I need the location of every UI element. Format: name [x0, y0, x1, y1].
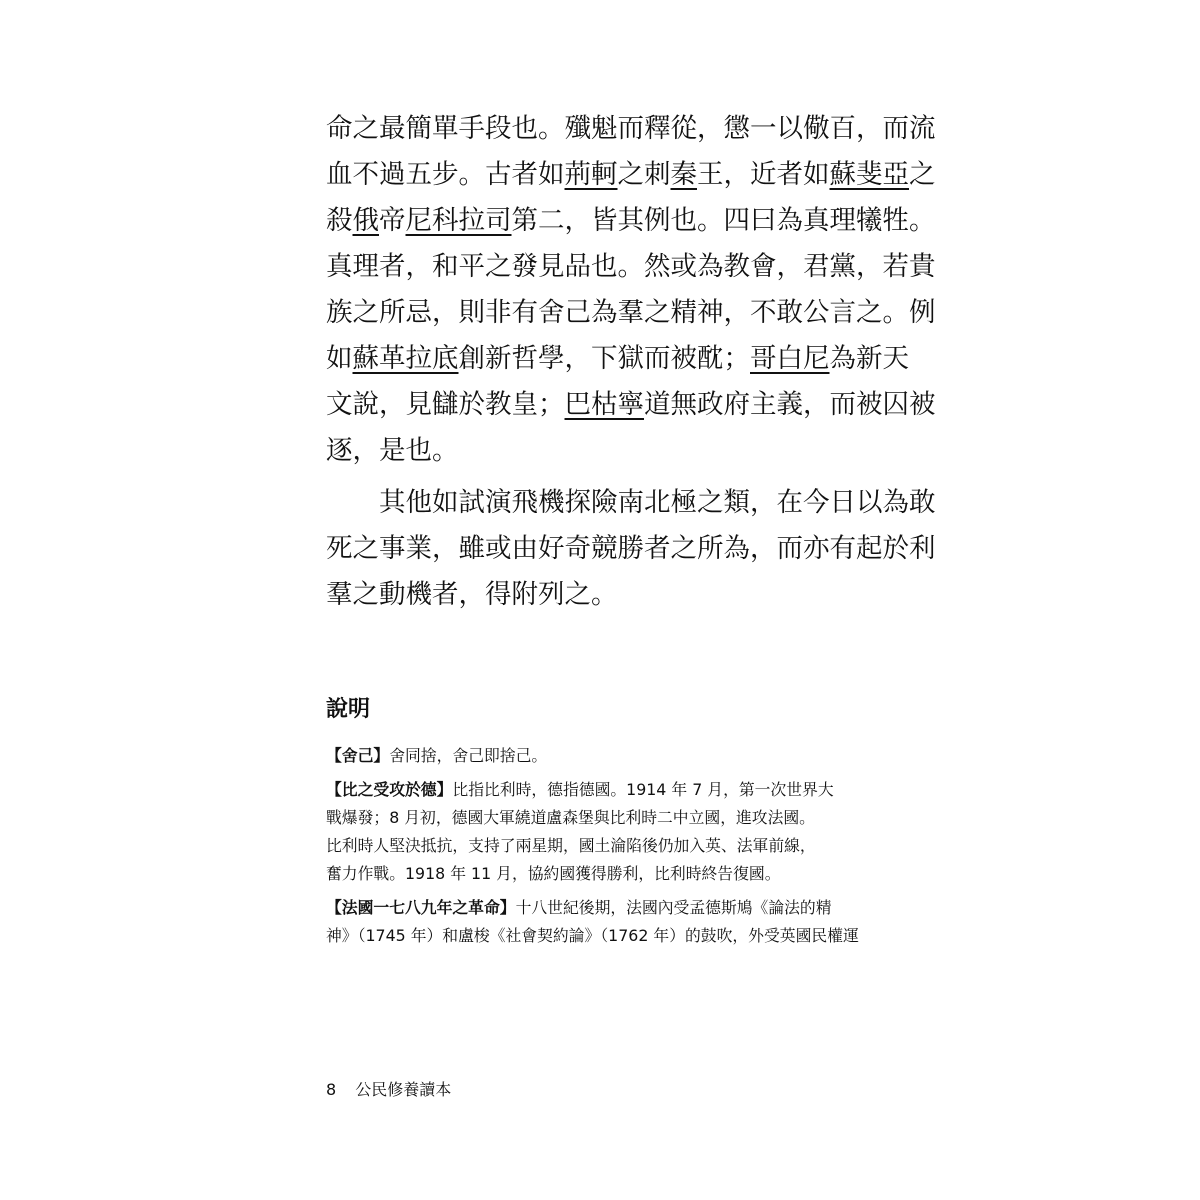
proper-name: 尼科拉司 [405, 205, 512, 236]
text-line: 殺俄帝尼科拉司第二，皆其例也。四曰為真理犧牲。 [326, 205, 936, 236]
note-line: 奮力作戰。1918 年 11 月，協約國獲得勝利，比利時終告復國。 [326, 864, 781, 883]
note-line: 比利時人堅決抵抗，支持了兩星期，國土淪陷後仍加入英、法軍前線， [326, 836, 816, 855]
page-footer [326, 1076, 451, 1104]
page-number: 8 [326, 1080, 337, 1099]
note-line: 神》（1745 年）和盧梭《社會契約論》（1762 年）的鼓吹，外受英國民權運 [326, 926, 859, 945]
notes-section [326, 692, 874, 950]
text-line: 其他如試演飛機探險南北極之類，在今日以為敢 [326, 487, 936, 518]
proper-name: 秦 [670, 159, 697, 190]
note-term: 【比之受攻於德】 [326, 780, 453, 799]
note-line: 【法國一七八九年之革命】十八世紀後期，法國內受孟德斯鳩《論法的精 [326, 898, 832, 917]
text-line: 族之所忌，則非有舍己為羣之精神，不敢公言之。例 [326, 297, 936, 328]
text-line: 羣之動機者，得附列之。 [326, 579, 618, 610]
proper-name: 俄 [352, 205, 379, 236]
text-line: 命之最簡單手段也。殲魁而釋從，懲一以儆百，而流 [326, 113, 936, 144]
text-line: 真理者，和平之發見品也。然或為教會，君黨，若貴 [326, 251, 936, 282]
proper-name: 蘇革拉底 [352, 343, 459, 374]
notes-body [326, 742, 874, 950]
text-line: 文說，見讎於教皇；巴枯寧道無政府主義，而被囚被 [326, 389, 936, 420]
text-line: 如蘇革拉底創新哲學，下獄而被酖；哥白尼為新天 [326, 343, 909, 374]
note-line: 【比之受攻於德】比指比利時，德指德國。1914 年 7 月，第一次世界大 [326, 780, 834, 799]
text-line: 死之事業，雖或由好奇競勝者之所為，而亦有起於利 [326, 533, 936, 564]
main-text [326, 106, 936, 618]
text-line: 血不過五步。古者如荊軻之刺秦王，近者如蘇斐亞之 [326, 159, 936, 190]
text-line: 逐，是也。 [326, 435, 459, 466]
note-line: 【舍己】舍同捨，舍己即捨己。 [326, 746, 548, 765]
note-term: 【舍己】 [326, 746, 390, 765]
note-line: 戰爆發；8 月初，德國大軍繞道盧森堡與比利時二中立國，進攻法國。 [326, 808, 815, 827]
note-term: 【法國一七八九年之革命】 [326, 898, 516, 917]
proper-name: 哥白尼 [750, 343, 830, 374]
notes-heading: 說明 [326, 697, 371, 722]
proper-name: 荊軻 [564, 159, 618, 190]
proper-name: 巴枯寧 [564, 389, 644, 420]
book-title: 公民修養讀本 [355, 1080, 452, 1099]
proper-name: 蘇斐亞 [829, 159, 909, 190]
